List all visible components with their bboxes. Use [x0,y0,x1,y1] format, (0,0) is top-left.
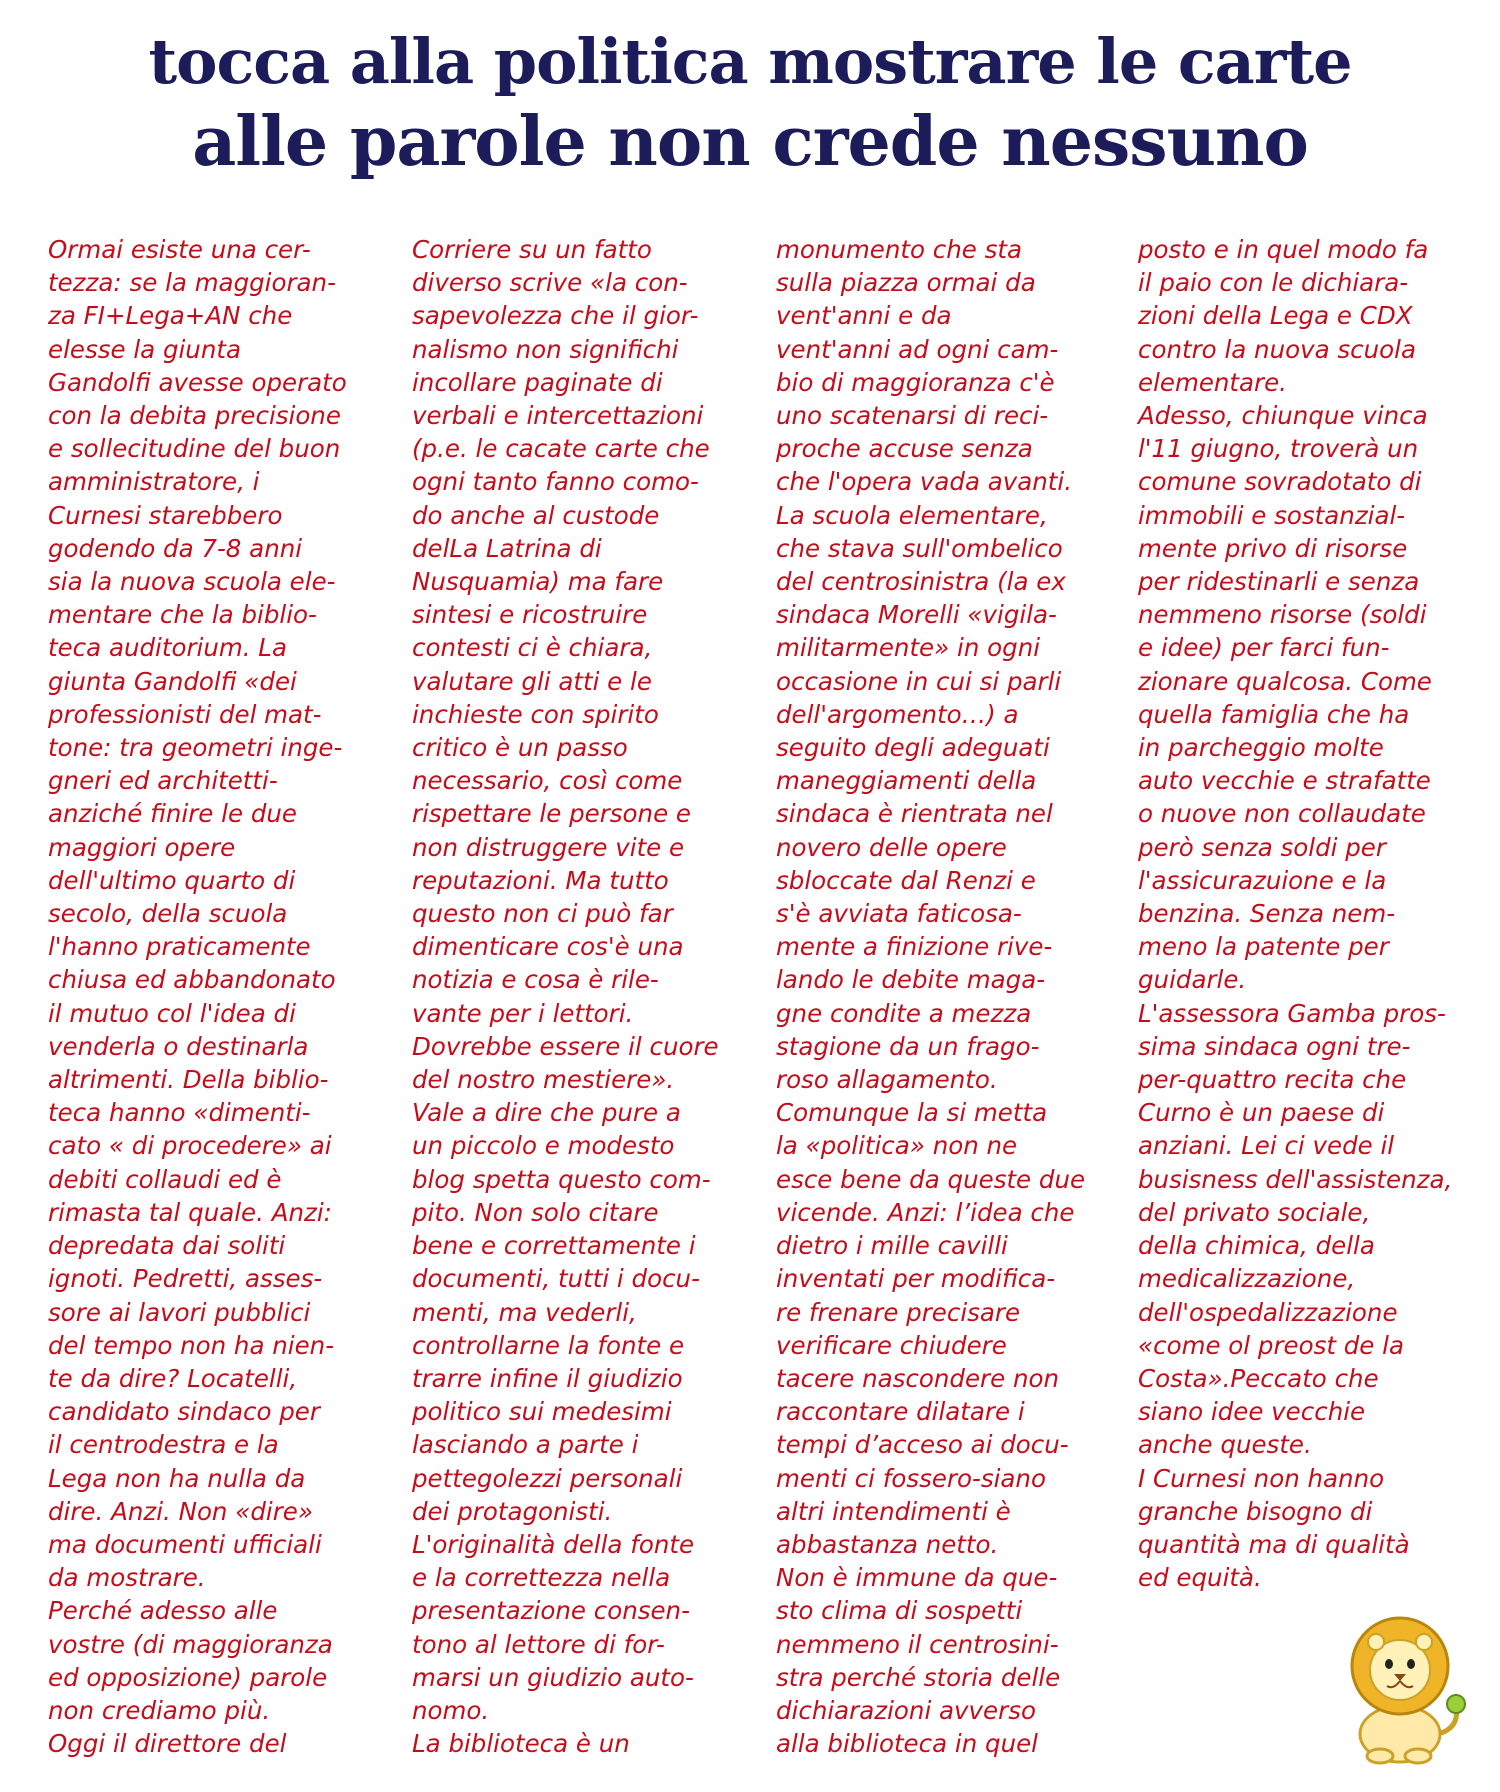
text-line: l'11 giugno, troverà un [1138,434,1419,464]
text-line: dietro i mille cavilli [776,1231,1008,1261]
text-line: depredata dai soliti [48,1231,286,1261]
text-line: nalismo non significhi [412,334,679,364]
text-line: stagione da un frago- [776,1031,1040,1061]
text-line: o nuove non collaudate [1138,799,1426,829]
text-line: lasciando a parte i [412,1430,639,1460]
text-line: non crediamo più. [48,1695,271,1725]
text-line: medicalizzazione, [1138,1264,1356,1294]
article-column-2 [412,233,719,1760]
article-column-4 [1138,233,1452,1594]
text-line: te da dire? Locatelli, [48,1363,298,1393]
text-line: tono al lettore di for- [412,1629,665,1659]
text-line: dimenticare cos'è una [412,932,684,962]
text-line: che stava sull'ombelico [776,533,1063,563]
text-line: seguito degli adeguati [776,733,1050,763]
text-line: l'hanno praticamente [48,932,311,962]
text-line: s'è avviata faticosa- [776,899,1022,929]
text-line: tacere nascondere non [776,1363,1059,1393]
text-line: tempi d’acceso ai docu- [776,1430,1069,1460]
text-line: però senza soldi per [1138,832,1386,862]
text-line: pettegolezzi personali [412,1463,683,1493]
text-line: vostre (di maggioranza [48,1629,333,1659]
text-line: giunta Gandolfi «dei [48,666,297,696]
text-line: sapevolezza che il gior- [412,301,699,331]
text-line: Vale a dire che pure a [412,1098,681,1128]
text-line: che l'opera vada avanti. [776,467,1073,497]
text-line: verbali e intercettazioni [412,401,704,431]
text-line: alla biblioteca in quel [776,1729,1038,1759]
text-line: vent'anni e da [776,301,952,331]
text-line: anche queste. [1138,1430,1312,1460]
text-line: diverso scrive «la con- [412,268,688,298]
text-line: debiti collaudi ed è [48,1164,282,1194]
text-line: L'originalità della fonte [412,1529,695,1559]
text-line: Nusquamia) ma fare [412,567,664,597]
text-line: Perché adesso alle [48,1596,278,1626]
text-line: menti, ma vederli, [412,1297,637,1327]
text-line: auto vecchie e strafatte [1138,766,1431,796]
text-line: (p.e. le cacate carte che [412,434,710,464]
text-line: del nostro mestiere». [412,1065,675,1095]
article-column-3 [776,233,1085,1760]
text-line: venderla o destinarla [48,1031,309,1061]
text-line: Ormai esiste una cer- [48,235,311,264]
text-line: mente a finizione rive- [776,932,1053,962]
text-line: stra perché storia delle [776,1662,1061,1692]
text-line: blog spetta questo com- [412,1164,711,1194]
text-line: verificare chiudere [776,1330,1007,1360]
text-line: sintesi e ricostruire [412,600,648,630]
text-line: anziani. Lei ci vede il [1138,1131,1395,1161]
text-line: professionisti del mat- [48,699,322,729]
text-line: meno la patente per [1138,932,1389,962]
text-line: candidato sindaco per [48,1397,320,1427]
text-line: mente privo di risorse [1138,533,1408,563]
text-line: godendo da 7-8 anni [48,533,303,563]
text-line: con la debita precisione [48,401,341,431]
text-line: Adesso, chiunque vinca [1138,401,1428,431]
text-line: altri intendimenti è [776,1496,1011,1526]
text-line: il paio con le dichiara- [1138,268,1409,298]
text-line: Curno è un paese di [1138,1098,1385,1128]
text-line: critico è un passo [412,733,628,763]
text-line: ma documenti ufficiali [48,1529,322,1559]
lion-cartoon-icon [1338,1606,1466,1766]
text-line: inchieste con spirito [412,699,659,729]
text-line: del centrosinistra (la ex [776,567,1066,597]
text-line: chiusa ed abbandonato [48,965,336,995]
text-line: da mostrare. [48,1563,206,1593]
text-line: Non è immune da que- [776,1563,1058,1593]
text-line: vent'anni ad ogni cam- [776,334,1059,364]
text-line: e la correttezza nella [412,1563,671,1593]
text-line: nemmeno risorse (soldi [1138,600,1427,630]
text-line: Gandolfi avesse operato [48,367,347,397]
text-line: immobili e sostanzial- [1138,500,1406,530]
text-line: mentare che la biblio- [48,600,317,630]
text-line: necessario, così come [412,766,683,796]
text-line: la «politica» non ne [776,1131,1018,1161]
text-line: Lega non ha nulla da [48,1463,306,1493]
text-line: contesti ci è chiara, [412,633,653,663]
text-line: bio di maggioranza c'è [776,367,1055,397]
text-line: inventati per modifica- [776,1264,1056,1294]
text-line: dell'ultimo quarto di [48,865,296,895]
text-line: monumento che sta [776,235,1023,264]
text-line: in parcheggio molte [1138,733,1384,763]
text-line: maneggiamenti della [776,766,1037,796]
text-line: delLa Latrina di [412,533,602,563]
text-line: re frenare precisare [776,1297,1021,1327]
text-line: per ridestinarli e senza [1138,567,1420,597]
text-line: ogni tanto fanno como- [412,467,699,497]
text-line: dei protagonisti. [412,1496,613,1526]
text-line: reputazioni. Ma tutto [412,865,669,895]
text-line: sulla piazza ormai da [776,268,1036,298]
text-line: sto clima di sospetti [776,1596,1023,1626]
text-line: sindaca Morelli «vigila- [776,600,1057,630]
text-line: do anche al custode [412,500,660,530]
text-line: dire. Anzi. Non «dire» [48,1496,313,1526]
text-line: Costa».Peccato che [1138,1363,1379,1393]
text-line: gne condite a mezza [776,998,1032,1028]
headline-line-1: tocca alla politica mostrare le carte [148,25,1352,98]
text-line: raccontare dilatare i [776,1397,1025,1427]
text-line: Curnesi starebbero [48,500,283,530]
text-line: della chimica, della [1138,1231,1375,1261]
text-line: del privato sociale, [1138,1197,1371,1227]
text-line: altrimenti. Della biblio- [48,1065,329,1095]
text-line: bene e correttamente i [412,1231,696,1261]
text-line: marsi un giudizio auto- [412,1662,694,1692]
text-line: maggiori opere [48,832,236,862]
text-line: contro la nuova scuola [1138,334,1416,364]
text-line: granche bisogno di [1138,1496,1373,1526]
text-line: Comunque la si metta [776,1098,1048,1128]
text-line: uno scatenarsi di reci- [776,401,1049,431]
text-line: guidarle. [1138,965,1247,995]
text-line: non distruggere vite e [412,832,685,862]
text-line: zioni della Lega e CDX [1138,301,1413,331]
text-line: ed opposizione) parole [48,1662,328,1692]
text-line: elesse la giunta [48,334,241,364]
text-line: secolo, della scuola [48,899,288,929]
text-line: za FI+Lega+AN che [48,301,293,331]
text-line: occasione in cui si parli [776,666,1062,696]
text-line: lando le debite maga- [776,965,1046,995]
article-column-1 [48,233,347,1760]
text-line: quella famiglia che ha [1138,699,1410,729]
text-line: documenti, tutti i docu- [412,1264,700,1294]
text-line: abbastanza netto. [776,1529,999,1559]
text-line: La scuola elementare, [776,500,1048,530]
text-line: novero delle opere [776,832,1007,862]
text-line: Dovrebbe essere il cuore [412,1031,719,1061]
text-line: il mutuo col l'idea di [48,998,296,1028]
text-line: comune sovradotato di [1138,467,1422,497]
text-line: roso allagamento. [776,1065,998,1095]
text-line: rimasta tal quale. Anzi: [48,1197,332,1227]
text-line: l'assicurazuione e la [1138,865,1387,895]
text-line: Corriere su un fatto [412,235,652,264]
text-line: politico sui medesimi [412,1397,672,1427]
text-line: e sollecitudine del buon [48,434,341,464]
text-line: rispettare le persone e [412,799,692,829]
text-line: e idee) per farci fun- [1138,633,1390,663]
text-line: L'assessora Gamba pros- [1138,998,1446,1028]
text-line: dichiarazioni avverso [776,1695,1036,1725]
text-line: per-quattro recita che [1138,1065,1407,1095]
text-line: dell'ospedalizzazione [1138,1297,1398,1327]
text-line: del tempo non ha nien- [48,1330,335,1360]
text-line: incollare paginate di [412,367,663,397]
headline [0,22,1500,182]
text-line: elementare. [1138,367,1287,397]
text-line: notizia e cosa è rile- [412,965,659,995]
text-line: nemmeno il centrosini- [776,1629,1059,1659]
text-line: vante per i lettori. [412,998,634,1028]
text-line: ed equità. [1138,1563,1262,1593]
text-line: sbloccate dal Renzi e [776,865,1036,895]
text-line: tone: tra geometri inge- [48,733,343,763]
text-line: siano idee vecchie [1138,1397,1366,1427]
text-line: zionare qualcosa. Come [1138,666,1432,696]
text-line: pito. Non solo citare [412,1197,659,1227]
text-line: teca hanno «dimenti- [48,1098,311,1128]
text-line: sima sindaca ogni tre- [1138,1031,1411,1061]
text-line: questo non ci può far [412,899,673,929]
text-line: teca auditorium. La [48,633,287,663]
text-line: tezza: se la maggioran- [48,268,336,298]
text-line: «come ol preost de la [1138,1330,1404,1360]
text-line: valutare gli atti e le [412,666,652,696]
text-line: gneri ed architetti- [48,766,278,796]
text-line: posto e in quel modo fa [1138,235,1429,264]
text-line: trarre infine il giudizio [412,1363,683,1393]
text-line: amministratore, i [48,467,260,497]
text-line: sore ai lavori pubblici [48,1297,311,1327]
text-line: I Curnesi non hanno [1138,1463,1385,1493]
text-line: ignoti. Pedretti, asses- [48,1264,323,1294]
text-line: sia la nuova scuola ele- [48,567,336,597]
text-line: esce bene da queste due [776,1164,1086,1194]
text-line: nomo. [412,1695,490,1725]
text-line: La biblioteca è un [412,1729,630,1759]
text-line: il centrodestra e la [48,1430,279,1460]
text-line: benzina. Senza nem- [1138,899,1396,929]
text-line: cato « di procedere» ai [48,1131,332,1161]
text-line: controllarne la fonte e [412,1330,685,1360]
headline-line-2: alle parole non crede nessuno [192,102,1308,182]
text-line: presentazione consen- [412,1596,690,1626]
text-line: Oggi il direttore del [48,1729,287,1759]
text-line: dell'argomento…) a [776,699,1019,729]
text-line: busisness dell'assistenza, [1138,1164,1453,1194]
text-line: sindaca è rientrata nel [776,799,1053,829]
text-line: militarmente» in ogni [776,633,1041,663]
text-line: anziché finire le due [48,799,297,829]
text-line: menti ci fossero-siano [776,1463,1046,1493]
text-line: vicende. Anzi: l’idea che [776,1197,1075,1227]
text-line: un piccolo e modesto [412,1131,675,1161]
text-line: proche accuse senza [776,434,1033,464]
text-line: quantità ma di qualità [1138,1529,1410,1559]
